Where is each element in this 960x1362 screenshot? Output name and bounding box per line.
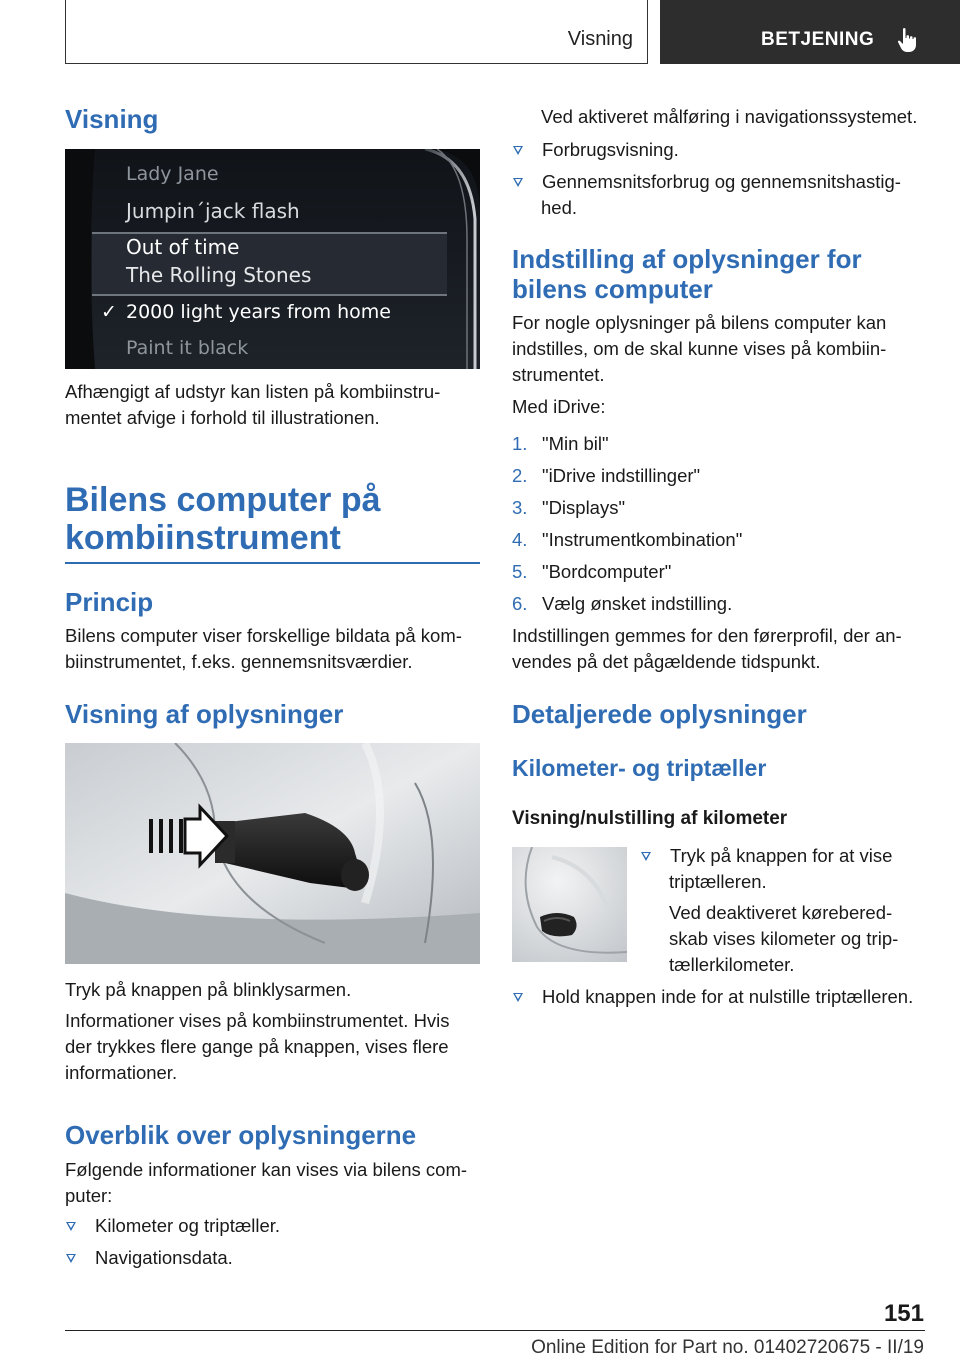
stalk-button-illustration [65,743,480,964]
indstilling-text-line: strumentet. [512,364,605,385]
footer-edition: Online Edition for Part no. 01402720675 - II/19 [531,1337,924,1358]
bullet-text: Navigationsdata. [95,1247,233,1268]
indstilling-text-line: For nogle oplysninger på bilens computer kan [512,312,887,333]
stalk-text-line: Informationer vises på kombiinstrumentet. Hvis [65,1010,450,1031]
stalk-button-image [65,743,480,964]
ved-text-line: skab vises kilometer og trip- [669,928,899,949]
caption-line: mentet afvige i forhold til illustrationen. [65,407,380,428]
princip-text-line: Bilens computer viser forskellige bildata på kom- [65,625,462,646]
display-line: Jumpin´jack flash [126,199,300,223]
display-list-image [65,149,480,369]
triangle-bullet-icon [641,852,651,861]
bullet-text: Gennemsnitsforbrug og gennemsnitshastig- [542,171,901,192]
overblik-text-line: puter: [65,1185,113,1206]
page-number: 151 [883,1300,924,1327]
bullet-text: Forbrugsvisning. [542,139,679,160]
bullet-text-continued: hed. [541,197,578,218]
gemmes-text-line: Indstillingen gemmes for den førerprofil, der an- [512,625,902,646]
bullet-text-continued: triptælleren. [669,871,767,892]
step-number: 6. [512,593,528,614]
triangle-bullet-icon [66,1222,76,1231]
display-line: Paint it black [126,337,249,359]
heading-bilens-computer-line2: kombiinstrument [65,519,341,557]
step-number: 4. [512,529,528,550]
display-line-selected: Out of time [126,235,240,259]
ved-text-line: Ved deaktiveret kørebered- [669,902,893,923]
continued-line: Ved aktiveret målføring i navigationssystemet. [541,106,918,127]
heading-indstilling-line2: bilens computer [512,274,713,304]
display-line: 2000 light years from home [126,301,391,323]
bullet-text: Kilometer og triptæller. [95,1215,281,1236]
heading-bilens-computer: Bilens computer på [65,481,381,519]
header-chapter-tab [660,0,960,64]
trip-button-image [512,847,627,962]
gemmes-text-line: vendes på det pågældende tidspunkt. [512,651,821,672]
triangle-bullet-icon [66,1254,76,1263]
heading-princip: Princip [65,587,154,617]
indstilling-text-line: indstilles, om de skal kunne vises på kombiin- [512,338,887,359]
header-chapter-label: BETJENING [761,29,875,50]
ved-text-line: tællerkilometer. [669,954,795,975]
triangle-bullet-icon [513,993,523,1002]
heading-detaljerede: Detaljerede oplysninger [512,699,807,729]
display-line: The Rolling Stones [126,263,312,287]
bullet-text: Tryk på knappen for at vise [670,845,893,866]
footer-rule [65,1330,925,1331]
header-section-label: Visning [567,28,633,50]
princip-text-line: biinstrumentet, f.eks. gennemsnitsværdier. [65,651,413,672]
heading-overblik: Overblik over oplysningerne [65,1120,417,1150]
stalk-text-1: Tryk på knappen på blinklysarmen. [65,979,352,1000]
check-mark-icon: ✓ [101,301,117,323]
bullet-text: Hold knappen inde for at nulstille triptælleren. [542,986,914,1007]
triangle-bullet-icon [513,178,523,187]
step-text: Vælg ønsket indstilling. [542,593,733,614]
step-text: "Displays" [542,497,626,518]
pointing-hand-icon [896,27,920,53]
step-number: 5. [512,561,528,582]
display-line: Lady Jane [126,163,219,185]
header-left-frame [65,0,648,64]
step-text: "Bordcomputer" [542,561,672,582]
heading-kilometer: Kilometer- og triptæller [512,755,767,781]
heading-visning-af-oplysninger: Visning af oplysninger [65,699,344,729]
triangle-bullet-icon [513,146,523,155]
step-number: 3. [512,497,528,518]
section-rule [65,562,480,564]
caption-line: Afhængigt af udstyr kan listen på kombiinstru- [65,381,441,402]
heading-visning-nulstilling: Visning/nulstilling af kilometer [512,808,788,829]
heading-visning: Visning [65,104,159,134]
step-text: "Min bil" [542,433,609,454]
step-number: 2. [512,465,528,486]
stalk-text-line: informationer. [65,1062,178,1083]
trip-button-illustration [512,847,627,962]
step-text: "Instrumentkombination" [542,529,743,550]
step-number: 1. [512,433,528,454]
stalk-text-line: der trykkes flere gange på knappen, vises flere [65,1036,449,1057]
overblik-text-line: Følgende informationer kan vises via bilens com- [65,1159,468,1180]
heading-indstilling: Indstilling af oplysninger for [512,244,862,274]
step-text: "iDrive indstillinger" [542,465,701,486]
med-idrive: Med iDrive: [512,396,606,417]
